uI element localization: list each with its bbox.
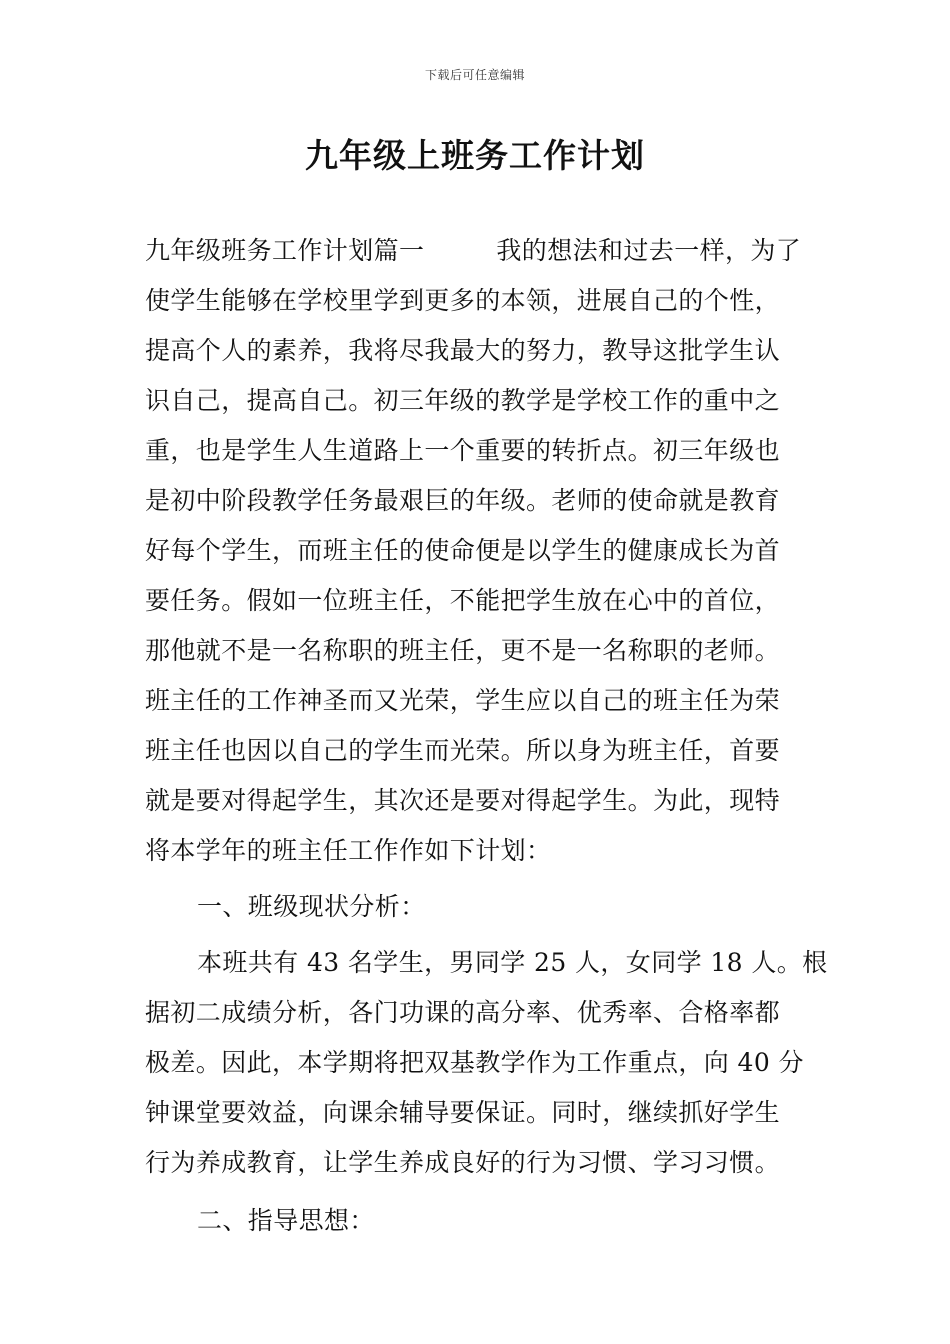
document-body	[145, 226, 828, 1246]
paragraph-line: 好每个学生，而班主任的使命便是以学生的健康成长为首	[145, 536, 781, 565]
paragraph-line: 就是要对得起学生，其次还是要对得起学生。为此，现特	[145, 786, 781, 815]
header-note: 下载后可任意编辑	[424, 68, 525, 82]
paragraph-line: 那他就不是一名称职的班主任，更不是一名称职的老师。	[145, 636, 781, 665]
paragraph-line: 班主任也因以自己的学生而光荣。所以身为班主任，首要	[145, 736, 781, 765]
intro-first-line	[145, 226, 810, 276]
section-heading-text: 一、班级现状分析：	[197, 892, 426, 921]
paragraph-line: 将本学年的班主任工作作如下计划：	[145, 836, 552, 865]
paragraph-line: 据初二成绩分析，各门功课的高分率、优秀率、合格率都	[145, 998, 781, 1027]
paragraph-line: 使学生能够在学校里学到更多的本领，进展自己的个性，	[145, 286, 781, 315]
section1-first-line	[145, 938, 828, 988]
intro-first-text: 我的想法和过去一样，为了	[496, 236, 802, 265]
paragraph-line: 行为养成教育，让学生养成良好的行为习惯、学习习惯。	[145, 1148, 781, 1177]
paragraph-line: 要任务。假如一位班主任，不能把学生放在心中的首位，	[145, 586, 781, 615]
paragraph-line: 重，也是学生人生道路上一个重要的转折点。初三年级也	[145, 436, 781, 465]
paragraph-line: 识自己，提高自己。初三年级的教学是学校工作的重中之	[145, 386, 781, 415]
section1-first-text: 本班共有 43 名学生，男同学 25 人，女同学 18 人。根	[197, 948, 828, 977]
section-heading-text: 二、指导思想：	[197, 1206, 375, 1235]
page-title: 九年级上班务工作计划	[305, 136, 645, 175]
paragraph-line: 提高个人的素养，我将尽我最大的努力，教导这批学生认	[145, 336, 781, 365]
paragraph-line: 极差。因此，本学期将把双基教学作为工作重点，向 40 分	[145, 1048, 804, 1077]
intro-label: 九年级班务工作计划篇一	[145, 236, 425, 265]
section-heading	[145, 882, 810, 932]
paragraph-line: 是初中阶段教学任务最艰巨的年级。老师的使命就是教育	[145, 486, 781, 515]
section-heading	[145, 1196, 810, 1246]
paragraph-line: 钟课堂要效益，向课余辅导要保证。同时，继续抓好学生	[145, 1098, 781, 1127]
paragraph-line: 班主任的工作神圣而又光荣，学生应以自己的班主任为荣	[145, 686, 781, 715]
